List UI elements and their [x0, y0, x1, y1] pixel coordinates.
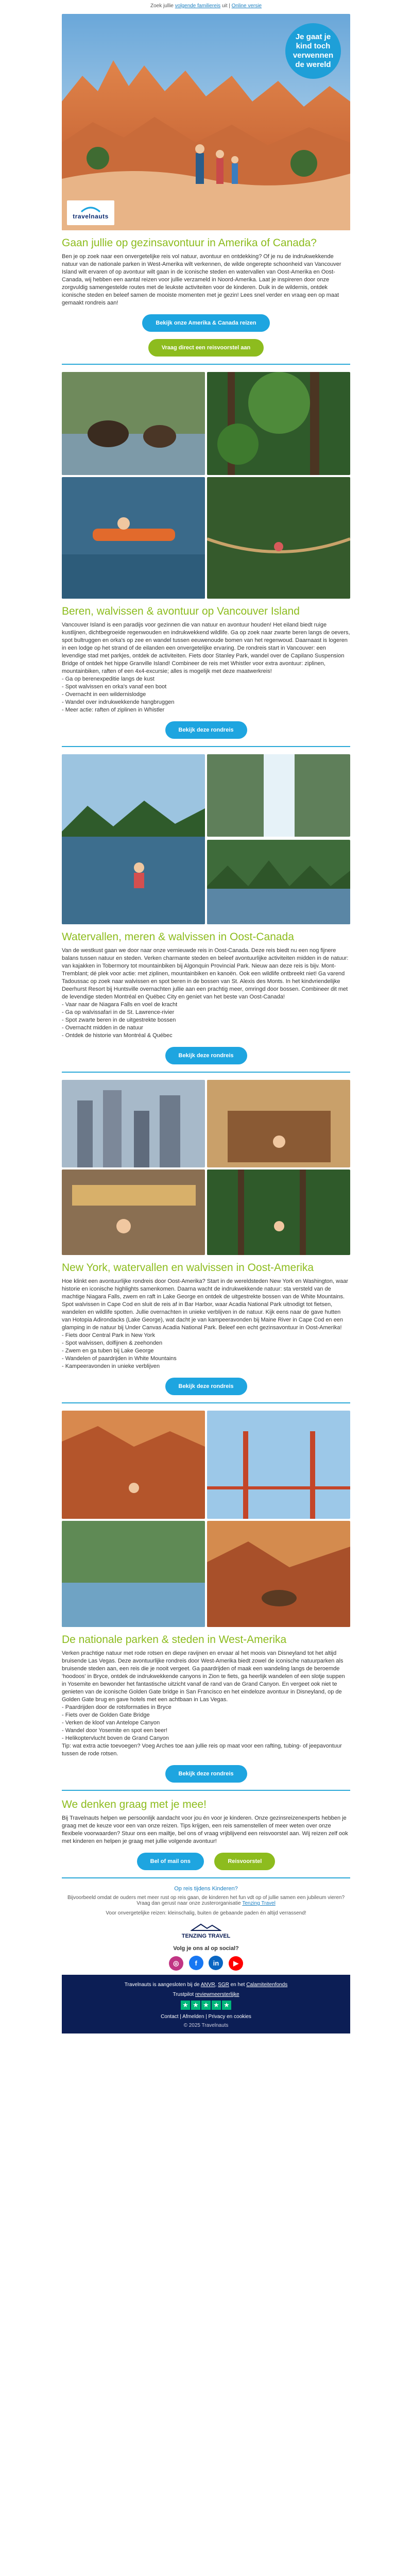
- star-icon: ★: [222, 2001, 231, 2010]
- section2-gallery: [62, 372, 350, 599]
- list-item: - Spot walvissen en orka's vanaf een boot: [62, 684, 167, 690]
- lake-photo[interactable]: [62, 754, 205, 924]
- section5-list: [62, 1704, 350, 1742]
- trustpilot-label: Trustpilot: [173, 1991, 195, 1997]
- footer-text: Travelnauts is aangesloten bij de: [124, 1981, 201, 1988]
- list-item: - Overnacht midden in de natuur: [62, 1025, 143, 1031]
- forest-photo[interactable]: [207, 372, 350, 475]
- list-item: - Spot walvissen, dolfijnen & zeehonden: [62, 1340, 163, 1346]
- promo-bubble: Je gaat je kind toch verwennen de wereld: [285, 23, 341, 79]
- instagram-icon[interactable]: ◎: [169, 1956, 183, 1971]
- list-item: - Meer actie: raften of ziplinen in Whistler: [62, 707, 165, 713]
- anvr-link[interactable]: ANVR: [200, 1981, 215, 1988]
- list-item: - Ontdek de historie van Montréal & Québec: [62, 1032, 173, 1039]
- star-icon: ★: [191, 2001, 200, 2010]
- section3-list: [62, 1001, 350, 1040]
- list-item: - Vaar naar de Niagara Falls en voel de kracht: [62, 1002, 178, 1008]
- copyright: © 2025 Travelnauts: [183, 2022, 229, 2028]
- view-route-button[interactable]: Bekijk deze rondreis: [165, 1378, 247, 1395]
- section4-body: Hoe klinkt een avontuurlijke rondreis door Oost-Amerika? Start in de wereldsteden New York en Washington, waar historie en iconische highlights samenkomen. Daarna wacht de indrukwekkende natuur: sta versteld van de machtige Niagara Falls, zwem en raft in Lake George en ontdek de uitgestrekte bossen van de White Mountains. Spot walvissen in Cape Cod en sluit de reis af in Bar Harbor, waar Acadia National Park uitnodigt tot fietsen, wandelen en wildlife spotten. Jullie overnachten in unieke verblijven in de natuur. Kijk eens naar de gave hutten van Hotopia Adirondacks (Lake George), wat dacht je van kampeeravonden bij Maine River in Cape Cod en een glamping in de natuur bij Under Canvas Acadia National Park. Beleef een echt gezinsavontuur in Oost-Amerika!: [62, 1278, 348, 1331]
- section4-gallery: [62, 1080, 350, 1255]
- proposal-button[interactable]: Reisvoorstel: [214, 1853, 275, 1870]
- section5-tip: Tip: wat extra actie toevoegen? Voeg Arches toe aan jullie reis op maat voor een rafting, tubing- of jeepavontuur tussen de rode rotsen.: [62, 1743, 342, 1757]
- rating-stars[interactable]: [181, 2001, 231, 2010]
- section6-body: Bij Travelnauts helpen we persoonlijk aandacht voor jou én voor je kinderen. Onze gezinsreizenexperts hebben je graag met de keuze voor een van onze reizen. Tips krijgen, een reis samenstellen of meer weten over onze flexibele voorwaarden? Stuur ons een mailtje, bel ons of vraag vrijblijvend een reisvoorstel aan. Wij reizen zelf ook met kinderen en helpen je graag met jullie volgende avontuur!: [62, 1815, 348, 1844]
- list-item: - Spot zwarte beren in de uitgestrekte bossen: [62, 1017, 176, 1023]
- section3-title: Watervallen, meren & walvissen in Oost-Canada: [62, 931, 294, 943]
- social-title: Volg je ons al op social?: [173, 1945, 239, 1952]
- view-route-button[interactable]: Bekijk deze rondreis: [165, 1047, 247, 1064]
- section6-btnrow: [62, 1853, 350, 1870]
- view-route-button[interactable]: Bekijk deze rondreis: [165, 721, 247, 739]
- email-container: [62, 0, 350, 2033]
- kayak-photo[interactable]: [62, 477, 205, 599]
- list-item: - Ga op walvissafari in de St. Lawrence-rivier: [62, 1009, 175, 1015]
- section3-gallery: [62, 754, 350, 924]
- call-mail-button[interactable]: Bel of mail ons: [137, 1853, 204, 1870]
- mountain-icon: [191, 1922, 221, 1931]
- preheader-text: Zoek jullie: [150, 3, 175, 9]
- sister-text-1: Bijvoorbeeld omdat de ouders met meer rust op reis gaan, de kinderen het fun vdt op of jullie samen een jubileum vieren? Vraag dan gerust naar onze zusterorganisatie: [67, 1895, 345, 1906]
- section2-body: Vancouver Island is een paradijs voor gezinnen die van natuur en avontuur houden! Het eiland biedt ruige kustlijnen, dichtbegroeide regenwouden en indrukwekkend wildlife. Ga op zoek naar zwarte beren langs de oevers, spot bultruggen en orka's op zee en wandel tussen eeuwenoude bomen van het regenwoud. Daarnaast is logeren in een lodge op het strand of de eilanden een onvergetelijke ervaring. De rondreis start in Vancouver: een levendige stad met parkjes, ontdek de activiteiten. Fiets door Stanley Park, wandel over de Capilano Suspension Bridge of ontdek het hippe Granville Island! Combineer de reis met Whistler voor extra avontuur: ziplinen, mountainbiken, raften of een 4x4-excursie; alles is mogelijk met deze maatwerkreis!: [62, 622, 350, 674]
- preheader-sep: uit |: [220, 3, 232, 9]
- star-icon: ★: [201, 2001, 211, 2010]
- online-version-link[interactable]: Online versie: [231, 3, 262, 9]
- woods-photo[interactable]: [207, 1170, 350, 1255]
- list-item: - Helikoptervlucht boven de Grand Canyon: [62, 1735, 169, 1741]
- divider: [62, 1790, 350, 1791]
- canyon-photo[interactable]: [62, 1411, 205, 1519]
- request-proposal-button[interactable]: Vraag direct een reisvoorstel aan: [148, 339, 264, 357]
- tenzing-link[interactable]: Tenzing Travel: [242, 1901, 276, 1906]
- list-item: - Wandel door Yosemite en spot een beer!: [62, 1727, 168, 1734]
- tenzing-logo-text: TENZING TRAVEL: [181, 1933, 231, 1939]
- list-item: - Zwem en ga tuben bij Lake George: [62, 1348, 154, 1354]
- list-item: - Fiets door Central Park in New York: [62, 1332, 155, 1338]
- section2-list: [62, 675, 350, 714]
- section3-body: Van de westkust gaan we door naar onze vernieuwde reis in Oost-Canada. Deze reis biedt nu een nog fijnere balans tussen natuur en steden. Verken charmante steden en beleef avontuurlijke activiteiten midden in de natuur: van kajakken in Tobermory tot mountainbiken bij Algonquin Provincial Park. Nieuw aan deze reis is bijv. Mont-Tremblant; dé plek voor actie: met ziplinen, mountainbiken en kanoën. Ook een wildlife ontbreekt niet! Ga varend Tadoussac op zoek naar walvissen en spot beren in de bossen van St. Alexis des Monts. In het kindvriendelijke Deerhurst Resort bij Huntsville overnachten jullie aan een prachtig meer, omringd door bossen. Combineer dit met de levendige steden Montréal en Québec City en geniet van het beste van Oost-Canada!: [62, 947, 349, 1000]
- list-item: - Wandelen of paardrijden in White Mountains: [62, 1355, 177, 1362]
- view-route-button[interactable]: Bekijk deze rondreis: [165, 1765, 247, 1783]
- sister-org-block: [62, 1886, 350, 1971]
- section4-list: [62, 1332, 350, 1370]
- section5-body: Verken prachtige natuur met rode rotsen en diepe ravijnen en ervaar al het moois van Disneyland tot het altijd bruisende Las Vegas. Deze avontuurlijke rondreis door West-Amerika biedt zowel de iconische natuurparken als bruisende steden aan, een reis die je nooit vergeet. Ga paardrijden of maak een wandeling langs de beroemde 'hoodoos' in Bryce, ontdek de indrukwekkende canyons in Zion te fiets, ga heerlijk wandelen of een slotje suppen in Yosemite en bewonder het fantastische uitzicht vanaf de rand van de Grand Canyon. En vergeet ook niet te genieten van de iconische Golden Gate bridge in San Francisco en het eindeloze avontuur in Disneyland, op de Golden Gate brug en gave hotels met een achtbaan in Las Vegas.: [62, 1650, 345, 1703]
- star-icon: ★: [181, 2001, 190, 2010]
- bears-photo[interactable]: [62, 372, 205, 475]
- logo-icon: [80, 206, 101, 213]
- trustpilot-link[interactable]: reviewmeersterlijke: [195, 1991, 239, 1997]
- star-icon: ★: [212, 2001, 221, 2010]
- divider: [62, 1877, 350, 1878]
- divider: [62, 1072, 350, 1073]
- sgr-link[interactable]: SGR: [218, 1981, 229, 1988]
- list-item: - Fiets over de Golden Gate Bridge: [62, 1712, 150, 1718]
- facebook-icon[interactable]: f: [189, 1956, 203, 1970]
- divider: [62, 746, 350, 747]
- section2-title: Beren, walvissen & avontuur op Vancouver Island: [62, 605, 300, 617]
- forest-lake-photo[interactable]: [207, 840, 350, 924]
- sister-tagline: Voor onvergetelijke reizen: kleinschalig, buiten de gebaande paden én altijd verrassend!: [106, 1910, 306, 1916]
- calamity-fund-link[interactable]: Calamiteitenfonds: [246, 1981, 288, 1988]
- divider: [62, 364, 350, 365]
- section5-title: De nationale parken & steden in West-Amerika: [62, 1634, 287, 1646]
- list-item: - Paardrijden door de rotsformaties in Bryce: [62, 1704, 171, 1710]
- horse-photo[interactable]: [207, 1521, 350, 1627]
- river-photo[interactable]: [62, 1521, 205, 1627]
- preheader: [62, 0, 350, 14]
- section4-title: New York, watervallen en walvissen in Oost-Amerika: [62, 1262, 314, 1274]
- waterfall-photo[interactable]: [207, 754, 350, 837]
- section4-btnrow: [62, 1378, 350, 1395]
- newyork-photo[interactable]: [62, 1080, 205, 1167]
- view-trips-button[interactable]: Bekijk onze Amerika & Canada reizen: [142, 314, 269, 332]
- linkedin-icon[interactable]: in: [209, 1956, 223, 1970]
- market-photo[interactable]: [62, 1170, 205, 1255]
- footer-and: en het: [229, 1981, 247, 1988]
- list-item: - Overnacht in een wildernislodge: [62, 691, 146, 698]
- bridge-photo[interactable]: [207, 477, 350, 599]
- hero-image[interactable]: [62, 14, 350, 230]
- footer: [62, 1975, 350, 2033]
- trustpilot: [62, 1992, 350, 1997]
- divider: [62, 1402, 350, 1403]
- section6-title: We denken graag met je mee!: [62, 1799, 207, 1810]
- footer-membership: Travelnauts is aangesloten bij de ANVR, SGR en het Calamiteitenfonds: [124, 1981, 288, 1988]
- section3-btnrow: [62, 1047, 350, 1064]
- list-item: - Wandel over indrukwekkende hangbruggen: [62, 699, 175, 705]
- family-trip-link[interactable]: volgende familiereis: [175, 3, 221, 9]
- section5-btnrow: [62, 1765, 350, 1783]
- social-icons: [62, 1956, 350, 1971]
- section1-btnrow2: [62, 339, 350, 357]
- cabin-photo[interactable]: [207, 1080, 350, 1167]
- section1-body: Ben je op zoek naar een onvergetelijke reis vol natuur, avontuur en ontdekking? Of je nu de indrukwekkende natuur van de nationale parken in West-Amerika wilt verkennen, de wilde ongerepte schoonheid van Vancouver Island wilt ervaren of op avontuur wilt gaan in de iconische steden en watervallen van Oost-Amerika en Oost-Canada, wij hebben een aantal reizen voor jullie verzameld in Noord-Amerika. Laat je inspireren door onze zorgvuldig samengestelde routes met de leukste activiteiten voor de kinderen. Duik in de wildernis, ontdek iconische steden en beleef samen de mooiste momenten met je gezin! Lees snel verder en vraag een op maat gemaakt rondreis aan!: [62, 253, 341, 306]
- sister-text: [62, 1895, 350, 1906]
- list-item: - Ga op berenexpeditie langs de kust: [62, 676, 154, 682]
- logo-text: travelnauts: [73, 213, 109, 220]
- list-item: - Verken de kloof van Antelope Canyon: [62, 1720, 160, 1726]
- goldengate-photo[interactable]: [207, 1411, 350, 1519]
- youtube-icon[interactable]: ▶: [229, 1956, 243, 1971]
- tenzing-logo[interactable]: [62, 1922, 350, 1939]
- sister-question: Op reis tijdens Kinderen?: [174, 1886, 238, 1892]
- list-item: - Kampeeravonden in unieke verblijven: [62, 1363, 160, 1369]
- footer-links[interactable]: Contact | Afmelden | Privacy en cookies: [161, 2013, 251, 2020]
- travelnauts-logo[interactable]: [67, 200, 114, 225]
- section2-btnrow: [62, 721, 350, 739]
- section5-gallery: [62, 1411, 350, 1627]
- section1-btnrow: [62, 314, 350, 332]
- section1-title: Gaan jullie op gezinsavontuur in Amerika of Canada?: [62, 237, 317, 249]
